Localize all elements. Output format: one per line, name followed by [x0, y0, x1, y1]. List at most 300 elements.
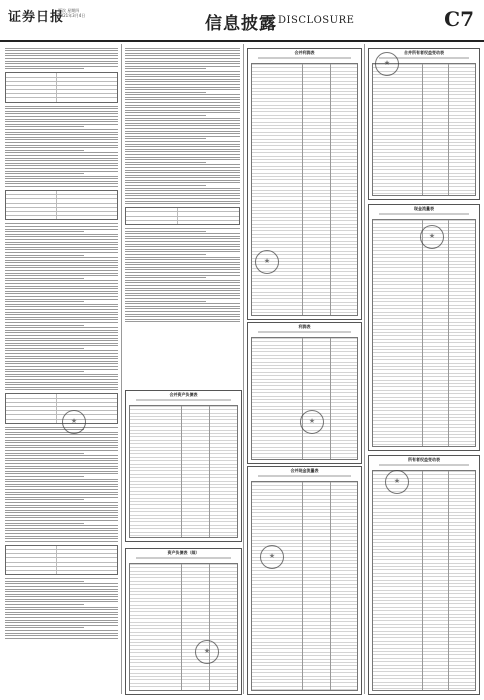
text-line — [125, 316, 240, 317]
table-subtitle-line — [136, 557, 231, 559]
text-line — [5, 145, 118, 146]
text-line — [125, 81, 240, 82]
text-line — [5, 231, 84, 232]
text-line — [125, 144, 240, 145]
text-line — [5, 150, 84, 151]
text-line — [125, 123, 240, 124]
text-line — [5, 63, 118, 64]
table-title: 利润表 — [298, 324, 311, 329]
text-line — [125, 180, 240, 181]
text-line — [5, 486, 118, 487]
text-line — [5, 512, 118, 513]
text-line — [5, 301, 84, 302]
text-line — [5, 525, 118, 526]
text-line — [5, 283, 118, 284]
table-grid — [372, 63, 476, 196]
text-line — [5, 353, 118, 354]
table-row — [6, 98, 117, 101]
inline-table — [5, 545, 118, 575]
text-line — [125, 141, 240, 142]
text-line — [5, 223, 118, 224]
text-line — [5, 160, 118, 161]
text-line — [5, 458, 118, 459]
text-line — [125, 133, 240, 134]
text-line — [125, 233, 240, 234]
text-line — [5, 288, 118, 289]
financial-table — [125, 548, 242, 695]
table-column-rule — [330, 338, 331, 459]
text-line — [125, 295, 240, 296]
text-line — [5, 617, 118, 618]
text-line — [5, 358, 118, 359]
text-line — [5, 374, 118, 375]
text-line — [5, 152, 118, 153]
text-line — [5, 116, 118, 117]
text-line — [125, 254, 206, 255]
text-line — [5, 111, 118, 112]
company-seal — [62, 410, 86, 434]
company-seal — [375, 52, 399, 76]
text-line — [5, 622, 118, 623]
text-line — [125, 282, 240, 283]
text-line — [5, 325, 84, 326]
text-line — [5, 345, 118, 346]
text-line — [5, 586, 118, 587]
company-seal — [420, 225, 444, 249]
text-line — [5, 113, 118, 114]
text-line — [125, 74, 240, 75]
text-line — [5, 299, 118, 300]
text-line — [125, 66, 240, 67]
text-line — [5, 165, 118, 166]
text-line — [5, 614, 118, 615]
text-line — [125, 175, 240, 176]
text-line — [5, 155, 118, 156]
text-line — [5, 484, 118, 485]
table-grid — [372, 470, 476, 691]
text-line — [5, 384, 118, 385]
text-line — [5, 129, 118, 130]
text-line — [5, 338, 118, 339]
table-row — [6, 571, 117, 574]
text-line — [125, 269, 240, 270]
text-line — [5, 536, 118, 537]
text-line — [5, 247, 118, 248]
inline-table — [125, 207, 240, 225]
text-line — [5, 434, 118, 435]
table-row — [6, 216, 117, 219]
column-divider — [121, 44, 122, 694]
text-line — [125, 293, 240, 294]
text-line — [5, 476, 84, 477]
text-line — [5, 280, 118, 281]
table-title: 合并现金流量表 — [290, 468, 319, 473]
text-line — [125, 319, 240, 320]
text-line — [5, 319, 118, 320]
text-line — [5, 163, 118, 164]
table-column-rule — [302, 338, 303, 459]
text-line — [5, 520, 118, 521]
table-column-rule — [302, 482, 303, 690]
section-title: 信息披露 — [205, 14, 277, 34]
text-line — [5, 427, 118, 428]
text-line — [5, 379, 118, 380]
text-line — [125, 262, 240, 263]
table-title: 资产负债表（续） — [167, 550, 200, 555]
text-line — [5, 265, 118, 266]
text-line — [5, 376, 118, 377]
text-line — [125, 203, 240, 204]
text-line — [5, 463, 118, 464]
text-line — [125, 149, 240, 150]
text-line — [5, 126, 84, 127]
text-line — [5, 596, 118, 597]
text-line — [125, 55, 240, 56]
table-subtitle-line — [379, 213, 469, 215]
table-column-rule — [448, 64, 449, 195]
text-line — [5, 538, 118, 539]
table-column-rule — [422, 64, 423, 195]
text-line — [125, 280, 240, 281]
text-line — [125, 275, 240, 276]
text-line — [5, 124, 118, 125]
text-line — [5, 147, 118, 148]
text-line — [5, 55, 118, 56]
text-line — [5, 273, 118, 274]
text-line — [125, 172, 240, 173]
text-line — [5, 58, 118, 59]
table-subtitle-line — [258, 57, 351, 59]
text-line — [5, 581, 84, 582]
section-title-en: DISCLOSURE — [278, 15, 355, 26]
text-line — [125, 154, 240, 155]
text-line — [5, 158, 118, 159]
text-line — [5, 332, 118, 333]
text-line — [5, 594, 118, 595]
text-line — [125, 58, 240, 59]
text-line — [5, 244, 118, 245]
text-line — [125, 151, 240, 152]
text-line — [5, 533, 118, 534]
text-line — [5, 445, 118, 446]
text-line — [125, 48, 240, 49]
text-line — [5, 106, 118, 107]
text-line — [5, 229, 118, 230]
financial-table — [368, 455, 480, 695]
text-line — [5, 635, 118, 636]
text-line — [5, 137, 118, 138]
text-line — [5, 517, 118, 518]
text-line — [5, 257, 118, 258]
text-line — [125, 107, 240, 108]
text-line — [5, 489, 118, 490]
text-line — [5, 68, 84, 69]
column-divider — [364, 44, 365, 694]
text-line — [5, 387, 118, 388]
text-line — [125, 272, 240, 273]
text-line — [125, 277, 206, 278]
article-column-1 — [5, 46, 118, 694]
text-line — [125, 167, 240, 168]
text-line — [5, 633, 118, 634]
table-column-rule — [448, 471, 449, 690]
text-line — [125, 290, 240, 291]
table-column-rule — [209, 564, 210, 690]
financial-table — [247, 48, 362, 320]
table-grid — [251, 481, 358, 691]
text-line — [5, 523, 84, 524]
text-line — [5, 612, 118, 613]
table-column-rule — [181, 564, 182, 690]
text-line — [125, 190, 240, 191]
text-line — [125, 131, 240, 132]
text-line — [125, 251, 240, 252]
text-line — [5, 627, 84, 628]
text-line — [5, 442, 118, 443]
text-line — [125, 308, 240, 309]
text-line — [125, 164, 240, 165]
text-line — [125, 120, 240, 121]
text-line — [125, 185, 206, 186]
financial-table — [247, 322, 362, 464]
table-grid — [129, 405, 238, 538]
text-line — [5, 473, 118, 474]
text-line — [5, 234, 118, 235]
text-line — [5, 142, 118, 143]
text-line — [125, 53, 240, 54]
text-line — [125, 303, 240, 304]
text-line — [125, 285, 240, 286]
text-line — [125, 87, 240, 88]
text-line — [5, 296, 118, 297]
text-line — [5, 437, 118, 438]
text-line — [5, 583, 118, 584]
text-line — [5, 306, 118, 307]
text-line — [5, 460, 118, 461]
text-line — [5, 327, 118, 328]
text-line — [5, 440, 118, 441]
company-seal — [260, 545, 284, 569]
text-line — [5, 132, 118, 133]
text-line — [125, 125, 240, 126]
text-line — [5, 492, 118, 493]
text-line — [5, 455, 118, 456]
text-line — [5, 589, 118, 590]
text-line — [125, 146, 240, 147]
text-line — [5, 369, 118, 370]
table-column-rule — [209, 406, 210, 537]
text-line — [125, 71, 240, 72]
table-column-rule — [181, 406, 182, 537]
edition-line: 版次 星期四 — [58, 8, 80, 13]
text-line — [5, 356, 118, 357]
text-line — [125, 136, 240, 137]
text-line — [5, 176, 118, 177]
text-line — [125, 50, 240, 51]
text-line — [5, 66, 118, 67]
text-line — [5, 278, 84, 279]
text-line — [5, 382, 118, 383]
text-line — [5, 171, 118, 172]
text-line — [125, 105, 240, 106]
table-grid — [372, 219, 476, 447]
text-line — [125, 188, 240, 189]
text-line — [5, 497, 118, 498]
table-grid — [251, 337, 358, 460]
text-line — [125, 257, 240, 258]
text-line — [125, 193, 240, 194]
text-line — [125, 157, 240, 158]
text-line — [5, 450, 118, 451]
text-line — [125, 63, 240, 64]
text-line — [5, 468, 118, 469]
text-line — [5, 317, 118, 318]
text-line — [5, 275, 118, 276]
text-line — [5, 121, 118, 122]
text-line — [5, 638, 118, 639]
text-line — [125, 68, 206, 69]
table-grid — [129, 563, 238, 691]
text-line — [5, 604, 84, 605]
text-line — [5, 286, 118, 287]
text-line — [5, 183, 118, 184]
company-seal — [385, 470, 409, 494]
text-line — [125, 177, 240, 178]
text-line — [5, 314, 118, 315]
text-line — [5, 499, 84, 500]
text-line — [5, 134, 118, 135]
text-line — [125, 241, 240, 242]
text-line — [5, 530, 118, 531]
table-column-rule — [330, 64, 331, 315]
text-line — [5, 108, 118, 109]
column-divider — [243, 44, 244, 694]
table-column-rule — [330, 482, 331, 690]
text-line — [5, 471, 118, 472]
newspaper-logo: 证券日报 — [8, 10, 65, 25]
company-seal — [255, 250, 279, 274]
text-line — [125, 314, 240, 315]
text-line — [125, 246, 240, 247]
text-line — [125, 112, 240, 113]
edition-info — [58, 8, 85, 18]
text-line — [5, 267, 118, 268]
text-line — [125, 110, 240, 111]
text-line — [5, 242, 118, 243]
text-line — [125, 236, 240, 237]
table-title: 合并所有者权益变动表 — [404, 50, 444, 55]
text-line — [125, 138, 206, 139]
text-line — [5, 53, 118, 54]
text-line — [125, 162, 206, 163]
table-title: 合并资产负债表 — [169, 392, 198, 397]
text-line — [5, 528, 118, 529]
text-line — [5, 361, 118, 362]
text-line — [5, 502, 118, 503]
text-line — [125, 94, 240, 95]
text-line — [5, 178, 118, 179]
text-line — [125, 61, 240, 62]
text-line — [5, 479, 118, 480]
text-line — [5, 48, 118, 49]
text-line — [5, 453, 84, 454]
table-subtitle-line — [258, 475, 351, 477]
text-line — [5, 186, 118, 187]
text-line — [5, 335, 118, 336]
text-line — [125, 321, 240, 322]
text-line — [125, 259, 240, 260]
text-line — [5, 494, 118, 495]
text-line — [125, 159, 240, 160]
text-line — [5, 371, 84, 372]
inline-table — [5, 72, 118, 102]
text-line — [5, 620, 118, 621]
text-line — [125, 298, 240, 299]
text-line — [125, 118, 240, 119]
text-line — [125, 89, 240, 90]
text-line — [125, 238, 240, 239]
text-line — [125, 182, 240, 183]
text-line — [125, 249, 240, 250]
text-line — [5, 270, 118, 271]
text-line — [5, 609, 118, 610]
text-line — [5, 50, 118, 51]
text-line — [5, 340, 118, 341]
text-line — [125, 92, 206, 93]
page-number: C7 — [444, 7, 474, 31]
text-line — [5, 541, 118, 542]
text-line — [125, 76, 240, 77]
table-title: 所有者权益变动表 — [408, 457, 440, 462]
text-line — [125, 244, 240, 245]
table-title: 合并利润表 — [294, 50, 315, 55]
inline-table — [5, 190, 118, 220]
text-line — [125, 84, 240, 85]
text-line — [5, 578, 118, 579]
text-line — [125, 306, 240, 307]
text-line — [5, 293, 118, 294]
text-line — [125, 195, 240, 196]
text-line — [125, 301, 206, 302]
text-line — [5, 291, 118, 292]
text-line — [5, 226, 118, 227]
table-subtitle-line — [258, 331, 351, 333]
text-line — [5, 366, 118, 367]
text-line — [125, 97, 240, 98]
text-line — [5, 139, 118, 140]
text-line — [125, 102, 240, 103]
text-line — [125, 311, 240, 312]
text-line — [5, 330, 118, 331]
text-line — [5, 432, 118, 433]
text-line — [5, 239, 118, 240]
edition-date: 2021年3月4日 — [58, 13, 86, 18]
text-line — [5, 510, 118, 511]
text-line — [5, 630, 118, 631]
text-line — [125, 264, 240, 265]
text-line — [125, 288, 240, 289]
table-column-rule — [422, 220, 423, 446]
company-seal — [300, 410, 324, 434]
financial-table — [247, 466, 362, 695]
text-line — [125, 79, 240, 80]
text-line — [125, 198, 240, 199]
text-line — [5, 173, 84, 174]
text-line — [5, 262, 118, 263]
financial-table — [125, 390, 242, 542]
text-line — [5, 507, 118, 508]
text-line — [5, 255, 84, 256]
